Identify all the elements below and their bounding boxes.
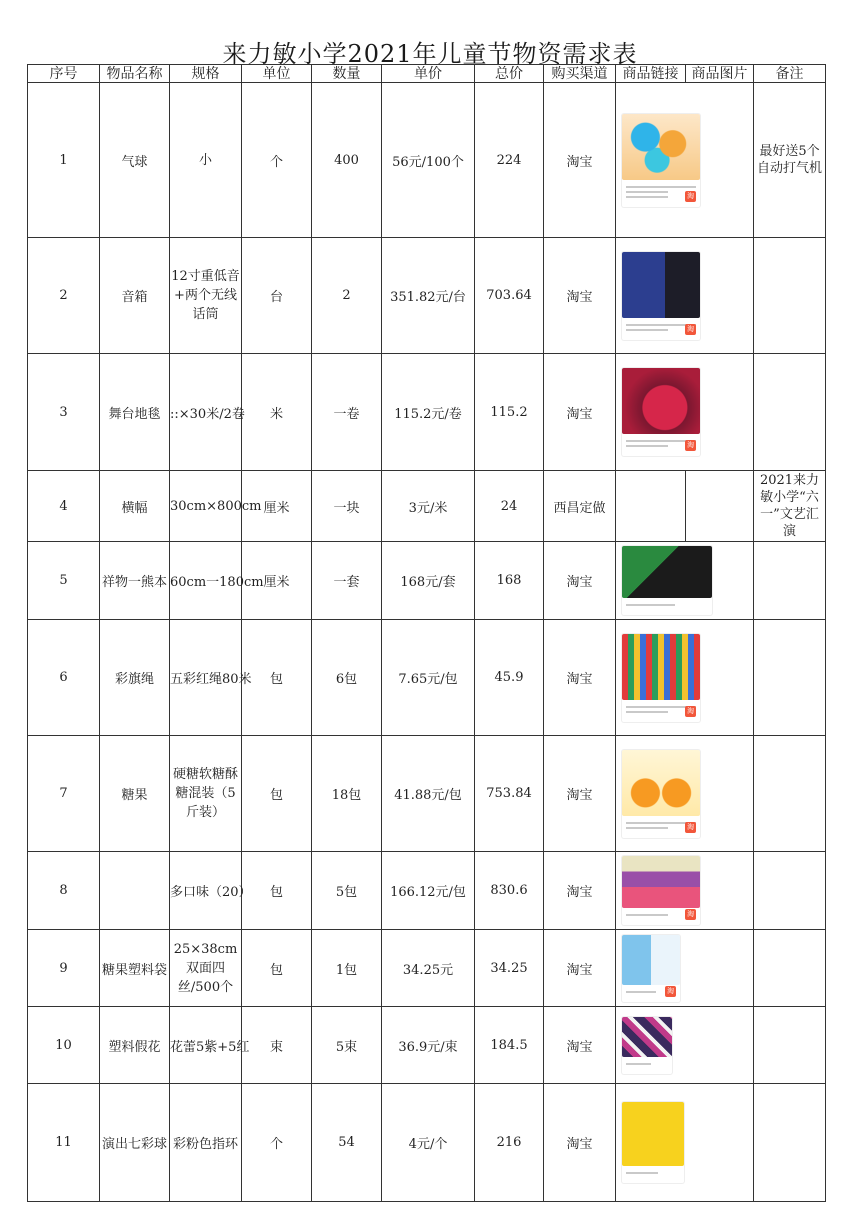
cell-name: 演出七彩球: [100, 1084, 170, 1202]
product-thumbnail: [622, 634, 700, 722]
table-row: [28, 852, 826, 930]
header-cell: 单位: [242, 65, 312, 83]
cell-price: 168元/套: [382, 542, 475, 620]
cell-channel: 淘宝: [544, 1007, 616, 1084]
cell-note: 2021来力敏小学“六一”文艺汇演: [754, 471, 826, 542]
product-image-cell: [616, 354, 754, 471]
cell-channel: 淘宝: [544, 1084, 616, 1202]
cell-note: [754, 852, 826, 930]
cell-qty: 2: [312, 238, 382, 354]
cell-note: [754, 238, 826, 354]
table-row: [28, 354, 826, 471]
cell-note: 最好送5个自动打气机: [754, 83, 826, 238]
materials-table: [27, 64, 826, 1202]
header-cell: 备注: [754, 65, 826, 83]
cell-unit: 台: [242, 238, 312, 354]
cell-channel: 淘宝: [544, 736, 616, 852]
cell-total: 184.5: [475, 1007, 544, 1084]
header-cell: 总价: [475, 65, 544, 83]
cell-name: 舞台地毯: [100, 354, 170, 471]
cell-unit: 包: [242, 736, 312, 852]
cell-qty: 5包: [312, 852, 382, 930]
cell-channel: 淘宝: [544, 852, 616, 930]
product-image-cell: [616, 736, 754, 852]
product-image-cell: [686, 471, 754, 542]
cell-channel: 淘宝: [544, 930, 616, 1007]
header-cell: 序号: [28, 65, 100, 83]
product-image-cell: [616, 238, 754, 354]
cell-qty: 一卷: [312, 354, 382, 471]
header-cell: 数量: [312, 65, 382, 83]
table-row: [28, 542, 826, 620]
product-image-cell: [616, 83, 754, 238]
cell-spec: 五彩红绳80米: [170, 620, 242, 736]
cell-spec: 12寸重低音+两个无线话筒: [170, 238, 242, 354]
cell-unit: 个: [242, 83, 312, 238]
table-row: [28, 83, 826, 238]
cell-total: 34.25: [475, 930, 544, 1007]
cell-channel: 淘宝: [544, 542, 616, 620]
header-row: [28, 65, 826, 83]
cell-channel: 淘宝: [544, 238, 616, 354]
product-thumbnail: [622, 1017, 672, 1074]
cell-note: [754, 620, 826, 736]
product-image-cell: [616, 930, 754, 1007]
header-cell: 购买渠道: [544, 65, 616, 83]
product-thumbnail: [622, 935, 680, 1002]
header-cell: 物品名称: [100, 65, 170, 83]
header-cell: 规格: [170, 65, 242, 83]
product-link-cell: [616, 471, 686, 542]
cell-spec: 硬糖软糖酥糖混装（5斤装）: [170, 736, 242, 852]
cell-note: [754, 1007, 826, 1084]
cell-no: 3: [28, 354, 100, 471]
product-image-cell: [616, 1084, 754, 1202]
cell-spec: ::×30米/2卷: [170, 354, 242, 471]
cell-total: 216: [475, 1084, 544, 1202]
taobao-badge-icon: 淘: [687, 191, 694, 200]
cell-qty: 一套: [312, 542, 382, 620]
cell-unit: 厘米: [242, 542, 312, 620]
cell-price: 56元/100个: [382, 83, 475, 238]
cell-price: 166.12元/包: [382, 852, 475, 930]
cell-no: 10: [28, 1007, 100, 1084]
cell-spec: 30cm×800cm: [170, 471, 242, 542]
cell-note: [754, 542, 826, 620]
table-row: [28, 736, 826, 852]
cell-unit: 个: [242, 1084, 312, 1202]
cell-qty: 18包: [312, 736, 382, 852]
product-thumbnail: [622, 856, 700, 925]
product-thumbnail: [622, 114, 700, 207]
header-cell: 单价: [382, 65, 475, 83]
cell-no: 1: [28, 83, 100, 238]
product-thumbnail: [622, 750, 700, 838]
cell-price: 3元/米: [382, 471, 475, 542]
taobao-badge-icon: 淘: [687, 910, 694, 918]
cell-qty: 1包: [312, 930, 382, 1007]
cell-total: 830.6: [475, 852, 544, 930]
cell-no: 9: [28, 930, 100, 1007]
cell-no: 2: [28, 238, 100, 354]
cell-name: 音箱: [100, 238, 170, 354]
cell-total: 168: [475, 542, 544, 620]
product-image-cell: [616, 1007, 754, 1084]
cell-price: 36.9元/束: [382, 1007, 475, 1084]
cell-name: 横幅: [100, 471, 170, 542]
cell-unit: 米: [242, 354, 312, 471]
cell-price: 41.88元/包: [382, 736, 475, 852]
cell-price: 115.2元/卷: [382, 354, 475, 471]
cell-no: 11: [28, 1084, 100, 1202]
cell-name: [100, 852, 170, 930]
cell-no: 8: [28, 852, 100, 930]
cell-price: 351.82元/台: [382, 238, 475, 354]
cell-name: 祥物一熊本: [100, 542, 170, 620]
cell-unit: 包: [242, 852, 312, 930]
page-title: 来力敏小学2021年儿童节物资需求表: [222, 40, 638, 68]
taobao-badge-icon: 淘: [687, 822, 694, 831]
table-row: [28, 238, 826, 354]
table-row: [28, 620, 826, 736]
cell-note: [754, 1084, 826, 1202]
product-thumbnail: [622, 368, 700, 456]
cell-no: 5: [28, 542, 100, 620]
cell-spec: 多口味（20）: [170, 852, 242, 930]
cell-qty: 400: [312, 83, 382, 238]
cell-qty: 54: [312, 1084, 382, 1202]
cell-total: 753.84: [475, 736, 544, 852]
cell-spec: 60cm一180cm: [170, 542, 242, 620]
cell-spec: 小: [170, 83, 242, 238]
cell-unit: 包: [242, 930, 312, 1007]
product-thumbnail: [622, 252, 700, 340]
cell-price: 4元/个: [382, 1084, 475, 1202]
product-image-cell: [616, 852, 754, 930]
table-row: [28, 1084, 826, 1202]
cell-no: 6: [28, 620, 100, 736]
cell-note: [754, 736, 826, 852]
cell-unit: 束: [242, 1007, 312, 1084]
table-row: [28, 471, 826, 542]
table-row: [28, 1007, 826, 1084]
taobao-badge-icon: 淘: [687, 706, 694, 715]
cell-qty: 5束: [312, 1007, 382, 1084]
cell-name: 糖果塑料袋: [100, 930, 170, 1007]
cell-channel: 西昌定做: [544, 471, 616, 542]
cell-no: 4: [28, 471, 100, 542]
header-cell: 商品链接: [616, 65, 686, 83]
taobao-badge-icon: 淘: [687, 441, 694, 449]
cell-price: 7.65元/包: [382, 620, 475, 736]
taobao-badge-icon: 淘: [687, 324, 694, 333]
cell-spec: 25×38cm双面四丝/500个: [170, 930, 242, 1007]
cell-name: 糖果: [100, 736, 170, 852]
cell-total: 45.9: [475, 620, 544, 736]
taobao-badge-icon: 淘: [667, 986, 674, 995]
cell-note: [754, 930, 826, 1007]
cell-qty: 一块: [312, 471, 382, 542]
product-image-cell: [616, 542, 754, 620]
product-image-cell: [616, 620, 754, 736]
cell-channel: 淘宝: [544, 354, 616, 471]
cell-channel: 淘宝: [544, 83, 616, 238]
cell-note: [754, 354, 826, 471]
cell-total: 703.64: [475, 238, 544, 354]
product-thumbnail: [622, 1102, 684, 1183]
cell-spec: 花蕾5紫+5红: [170, 1007, 242, 1084]
cell-unit: 厘米: [242, 471, 312, 542]
cell-channel: 淘宝: [544, 620, 616, 736]
cell-name: 气球: [100, 83, 170, 238]
cell-qty: 6包: [312, 620, 382, 736]
header-cell: 商品图片: [686, 65, 754, 83]
cell-total: 115.2: [475, 354, 544, 471]
cell-total: 24: [475, 471, 544, 542]
cell-name: 彩旗绳: [100, 620, 170, 736]
cell-total: 224: [475, 83, 544, 238]
cell-name: 塑料假花: [100, 1007, 170, 1084]
cell-spec: 彩粉色指环: [170, 1084, 242, 1202]
table-row: [28, 930, 826, 1007]
cell-price: 34.25元: [382, 930, 475, 1007]
cell-no: 7: [28, 736, 100, 852]
product-thumbnail: [622, 546, 712, 615]
cell-unit: 包: [242, 620, 312, 736]
